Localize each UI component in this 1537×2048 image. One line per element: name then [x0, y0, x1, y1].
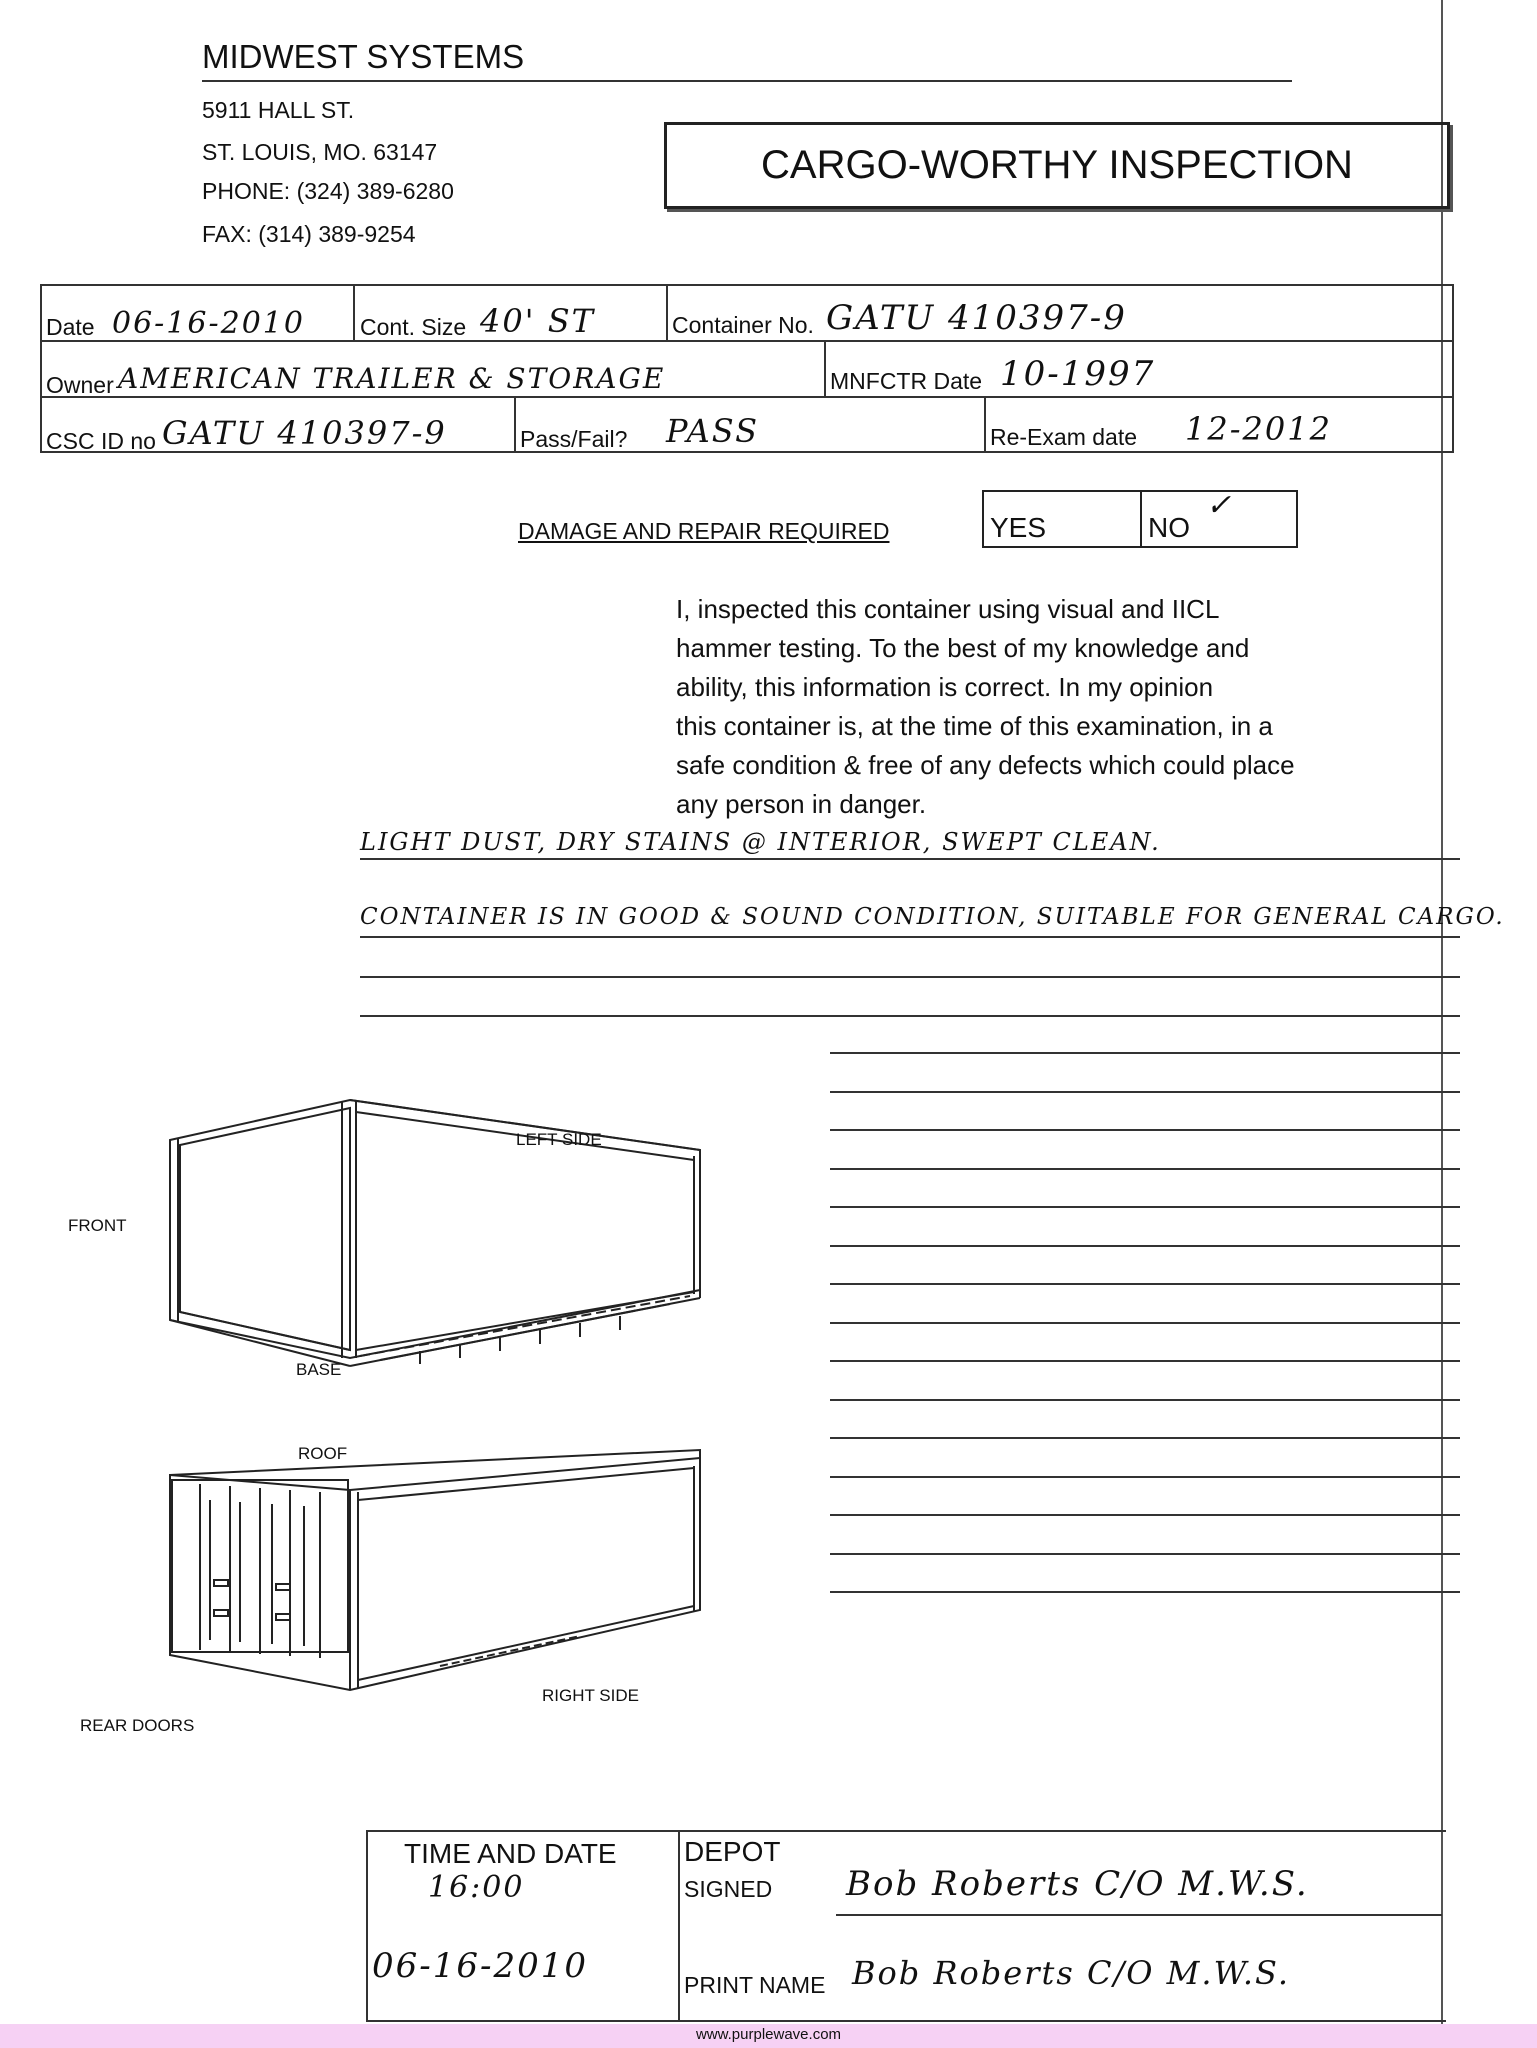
note-rule: [360, 936, 1460, 938]
damage-label: DAMAGE AND REPAIR REQUIRED: [518, 518, 890, 544]
footer-url[interactable]: www.purplewave.com: [695, 2026, 842, 2043]
diagram-label-front: FRONT: [68, 1216, 127, 1235]
company-address-1: 5911 HALL ST.: [202, 97, 355, 123]
diagram-label-right-side: RIGHT SIDE: [542, 1686, 639, 1705]
statement-line: any person in danger.: [676, 789, 927, 819]
company-fax: FAX: (314) 389-9254: [202, 221, 416, 247]
csc-id-label: CSC ID no: [46, 428, 156, 454]
print-name-value[interactable]: Bob Roberts C/O M.W.S.: [852, 1954, 1290, 1992]
cont-size-value[interactable]: 40' ST: [480, 302, 595, 340]
reexam-date-label: Re-Exam date: [990, 424, 1138, 450]
pass-fail-label: Pass/Fail?: [520, 426, 628, 452]
owner-label: Owner: [46, 372, 114, 398]
note-rule: [360, 976, 1460, 978]
pass-fail-value[interactable]: PASS: [666, 412, 759, 450]
container-no-label: Container No.: [672, 312, 814, 338]
container-diagram: [60, 1080, 760, 1740]
remark-rule: [830, 1052, 1460, 1054]
signed-label: SIGNED: [684, 1876, 773, 1902]
company-phone: PHONE: (324) 389-6280: [202, 178, 454, 204]
cont-size-label: Cont. Size: [360, 314, 467, 340]
company-name: MIDWEST SYSTEMS: [202, 38, 525, 75]
statement-line: this container is, at the time of this examination, in a: [676, 711, 1273, 741]
time-and-date-label: TIME AND DATE: [404, 1838, 617, 1869]
remark-rule: [830, 1360, 1460, 1362]
note-line-2[interactable]: CONTAINER IS IN GOOD & SOUND CONDITION, SUITABLE FOR GENERAL CARGO.: [360, 904, 1505, 930]
date-label: Date: [46, 314, 95, 340]
remark-rule: [830, 1129, 1460, 1131]
date-value[interactable]: 06-16-2010: [112, 306, 305, 341]
damage-yes-box[interactable]: [982, 490, 1142, 548]
note-line-1[interactable]: LIGHT DUST, DRY STAINS @ INTERIOR, SWEPT CLEAN.: [360, 828, 1161, 856]
diagram-label-left-side: LEFT SIDE: [516, 1130, 602, 1149]
owner-value[interactable]: AMERICAN TRAILER & STORAGE: [118, 362, 666, 395]
depot-label: DEPOT: [684, 1836, 781, 1867]
container-no-value[interactable]: GATU 410397-9: [826, 298, 1127, 338]
time-value[interactable]: 16:00: [428, 1870, 525, 1905]
remark-rule: [830, 1322, 1460, 1324]
statement-line: safe condition & free of any defects which could place: [676, 750, 1295, 780]
remark-rule: [830, 1245, 1460, 1247]
statement-line: hammer testing. To the best of my knowledge and: [676, 633, 1250, 663]
inspection-statement: [676, 590, 1295, 824]
damage-yes-label: YES: [990, 512, 1047, 543]
remark-rule: [830, 1091, 1460, 1093]
remark-rule: [830, 1591, 1460, 1593]
statement-line: I, inspected this container using visual and IICL: [676, 594, 1220, 624]
header-rule: [202, 80, 1292, 82]
print-name-label: PRINT NAME: [684, 1972, 826, 1998]
mnfctr-date-label: MNFCTR Date: [830, 368, 983, 394]
container-info-table: [40, 284, 1454, 452]
signature-block: [366, 1830, 1448, 2022]
diagram-label-roof: ROOF: [298, 1444, 348, 1463]
reexam-date-value[interactable]: 12-2012: [1185, 410, 1332, 448]
date-signed-value[interactable]: 06-16-2010: [372, 1946, 589, 1986]
mnfctr-date-value[interactable]: 10-1997: [1000, 354, 1156, 394]
form-title-box: [664, 122, 1450, 209]
checkmark-icon: ✓: [1206, 488, 1234, 523]
damage-no-label: NO: [1148, 512, 1190, 543]
remark-rule: [830, 1553, 1460, 1555]
note-rule: [360, 858, 1460, 860]
remark-rule: [830, 1399, 1460, 1401]
remark-rule: [830, 1168, 1460, 1170]
form-title: CARGO-WORTHY INSPECTION: [761, 143, 1353, 187]
company-address-2: ST. LOUIS, MO. 63147: [202, 139, 438, 165]
csc-id-value[interactable]: GATU 410397-9: [162, 414, 447, 452]
remark-rule: [830, 1514, 1460, 1516]
note-rule: [360, 1015, 1460, 1017]
statement-line: ability, this information is correct. In my opinion: [676, 672, 1214, 702]
diagram-label-rear-doors: REAR DOORS: [80, 1716, 195, 1735]
remark-rule: [830, 1476, 1460, 1478]
remark-rule: [830, 1437, 1460, 1439]
remark-rule: [830, 1283, 1460, 1285]
remark-rule: [830, 1206, 1460, 1208]
damage-no-box[interactable]: [1140, 490, 1298, 548]
diagram-label-base: BASE: [296, 1360, 342, 1379]
signature-value[interactable]: Bob Roberts C/O M.W.S.: [846, 1864, 1309, 1904]
